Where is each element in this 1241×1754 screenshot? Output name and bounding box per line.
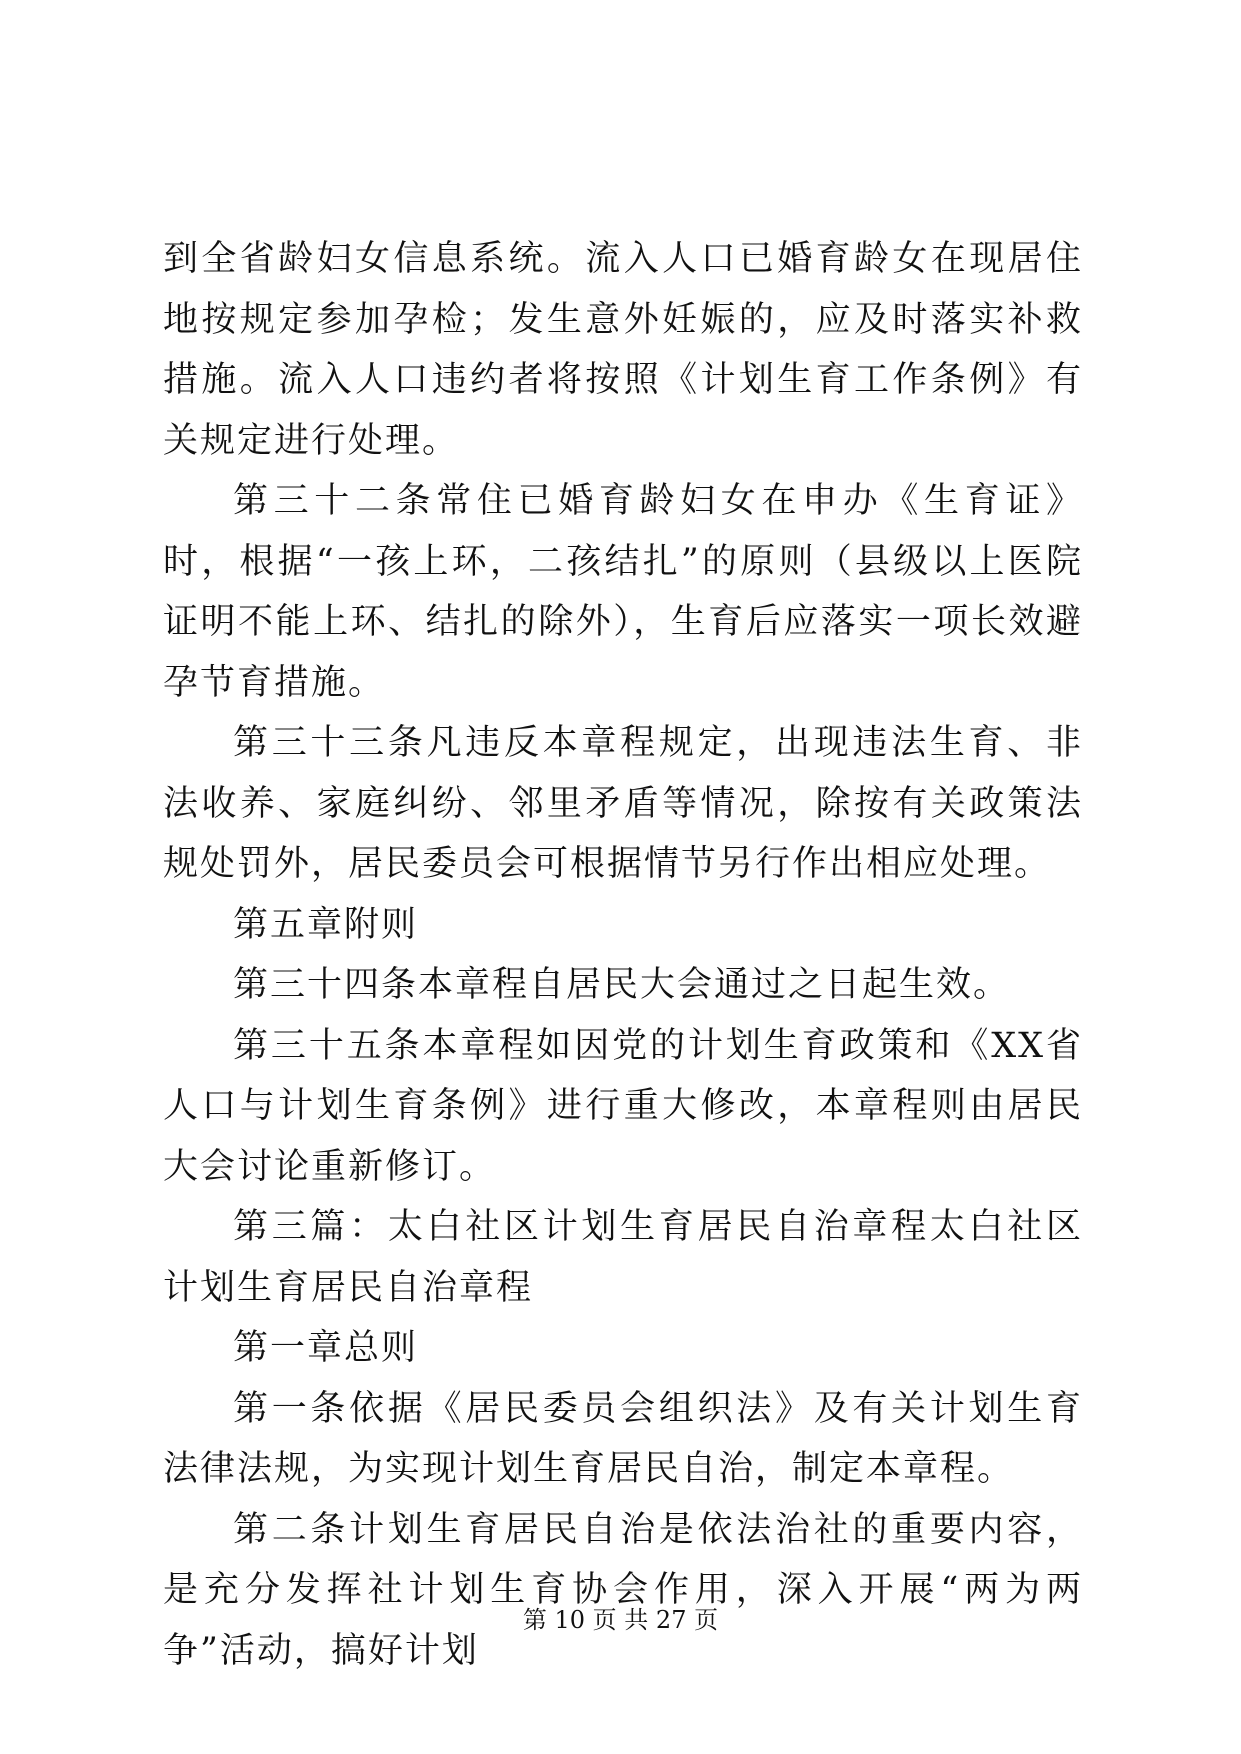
chapter-heading: 第一章总则	[233, 1328, 419, 1368]
document-body	[163, 229, 1083, 1681]
paragraph: 第三十四条本章程自居民大会通过之日起生效。	[233, 965, 1011, 1005]
paragraph: 到全省龄妇女信息系统。流入人口已婚育龄女在现居住地按规定参加孕检；发生意外妊娠的，应及时落实补救措施。流入人口违约者将按照《计划生育工作条例》有关规定进行处理。	[163, 239, 1083, 461]
paragraph: 第三十二条常住已婚育龄妇女在申办《生育证》时，根据“一孩上环，二孩结扎”的原则（县级以上医院证明不能上环、结扎的除外），生育后应落实一项长效避孕节育措施。	[163, 481, 1083, 703]
chapter-heading: 第五章附则	[233, 904, 419, 945]
paragraph: 第三十三条凡违反本章程规定，出现违法生育、非法收养、家庭纠纷、邻里矛盾等情况，除按有关政策法规处罚外，居民委员会可根据情节另行作出相应处理。	[163, 723, 1083, 884]
page-number-footer: 第 10 页 共 27 页	[522, 1606, 719, 1634]
paragraph: 第二条计划生育居民自治是依法治社的重要内容，是充分发挥社计划生育协会作用，深入开展“两为两争”活动，搞好计划	[163, 1509, 1083, 1671]
paragraph: 第三十五条本章程如因党的计划生育政策和《XX省人口与计划生育条例》进行重大修改，本章程则由居民大会讨论重新修订。	[163, 1025, 1083, 1187]
paragraph: 第一条依据《居民委员会组织法》及有关计划生育法律法规，为实现计划生育居民自治，制定本章程。	[163, 1388, 1083, 1489]
section-title: 第三篇：太白社区计划生育居民自治章程太白社区计划生育居民自治章程	[163, 1207, 1083, 1308]
